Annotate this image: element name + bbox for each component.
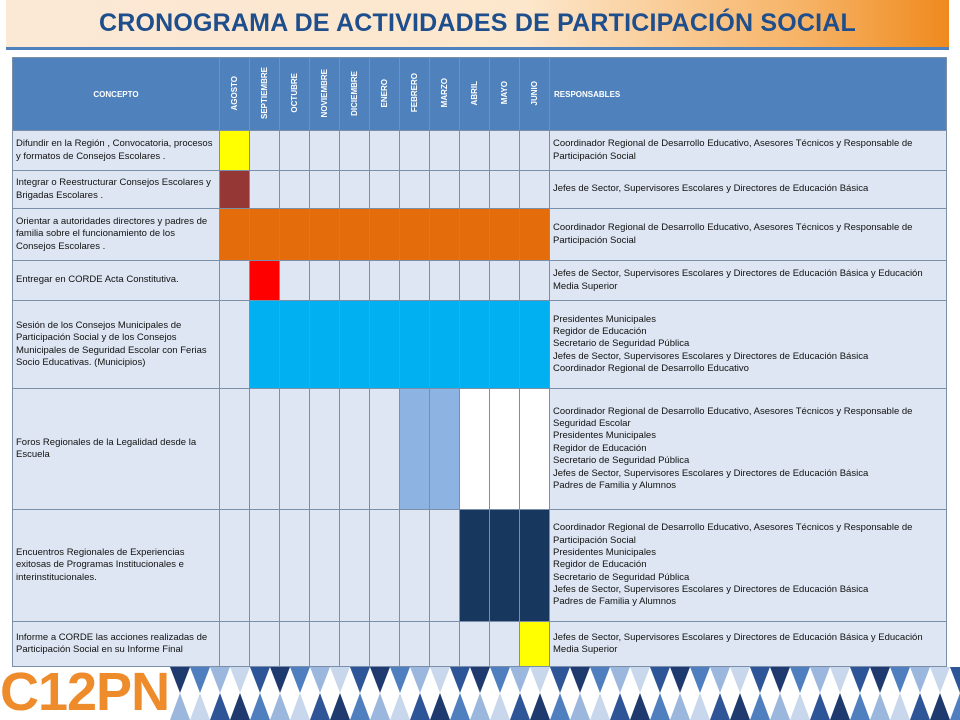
schedule-cell-filled bbox=[490, 389, 520, 510]
responsable-line: Secretario de Seguridad Pública bbox=[553, 455, 690, 467]
schedule-cell bbox=[250, 389, 280, 510]
schedule-cell-filled bbox=[490, 510, 520, 622]
month-label: JUNIO bbox=[530, 80, 539, 106]
schedule-cell-filled bbox=[520, 622, 550, 667]
month-header-enero bbox=[370, 58, 400, 131]
schedule-cell bbox=[280, 389, 310, 510]
schedule-cell-filled bbox=[520, 510, 550, 622]
month-label: OCTUBRE bbox=[290, 73, 299, 113]
month-label: DICIEMBRE bbox=[350, 70, 359, 116]
month-header-agosto bbox=[220, 58, 250, 131]
month-header-marzo bbox=[430, 58, 460, 131]
table-row bbox=[13, 261, 947, 301]
month-label: SEPTIEMBRE bbox=[260, 66, 269, 119]
schedule-cell bbox=[490, 131, 520, 171]
schedule-cell bbox=[340, 131, 370, 171]
responsable-line: Jefes de Sector, Supervisores Escolares y Directores de Educación Básica bbox=[553, 183, 869, 195]
concept-header: CONCEPTO bbox=[13, 58, 220, 131]
responsables-cell bbox=[550, 301, 947, 389]
responsable-line: Presidentes Municipales bbox=[553, 430, 656, 442]
responsable-line: Jefes de Sector, Supervisores Escolares y Directores de Educación Básica bbox=[553, 467, 869, 479]
table-row bbox=[13, 622, 947, 667]
responsables-cell bbox=[550, 510, 947, 622]
schedule-cell bbox=[460, 261, 490, 301]
schedule-cell bbox=[220, 510, 250, 622]
schedule-cell-filled bbox=[400, 301, 430, 389]
responsable-line: Coordinador Regional de Desarrollo Educativo, Asesores Técnicos y Responsable de Participación Social bbox=[553, 138, 913, 162]
responsables-header: RESPONSABLES bbox=[550, 58, 947, 131]
schedule-cell bbox=[280, 622, 310, 667]
schedule-cell-filled bbox=[430, 209, 460, 261]
schedule-cell bbox=[310, 261, 340, 301]
activity-concept: Difundir en la Región , Convocatoria, procesos y formatos de Consejos Escolares . bbox=[13, 131, 220, 171]
schedule-cell-filled bbox=[430, 301, 460, 389]
schedule-cell-filled bbox=[220, 209, 250, 261]
schedule-cell bbox=[430, 622, 460, 667]
month-header-septiembre bbox=[250, 58, 280, 131]
month-header-noviembre bbox=[310, 58, 340, 131]
schedule-cell bbox=[250, 171, 280, 209]
schedule-cell bbox=[220, 261, 250, 301]
responsable-line: Secretario de Seguridad Pública bbox=[553, 571, 690, 583]
month-label: NOVIEMBRE bbox=[320, 68, 329, 118]
responsable-line: Secretario de Seguridad Pública bbox=[553, 338, 690, 350]
schedule-cell-filled bbox=[460, 209, 490, 261]
responsable-line: Coordinador Regional de Desarrollo Educativo, Asesores Técnicos y Responsable de Participación Social bbox=[553, 222, 913, 246]
schedule-cell-filled bbox=[220, 171, 250, 209]
responsables-cell bbox=[550, 131, 947, 171]
month-label: AGOSTO bbox=[230, 75, 239, 111]
schedule-cell bbox=[490, 171, 520, 209]
schedule-cell bbox=[400, 510, 430, 622]
schedule-cell-filled bbox=[250, 261, 280, 301]
activity-concept: Foros Regionales de la Legalidad desde la Escuela bbox=[13, 389, 220, 510]
responsable-line: Coordinador Regional de Desarrollo Educativo, Asesores Técnicos y Responsable de Participación Social bbox=[553, 522, 913, 546]
schedule-cell bbox=[490, 622, 520, 667]
schedule-cell-filled bbox=[460, 301, 490, 389]
table-row bbox=[13, 209, 947, 261]
schedule-cell bbox=[370, 261, 400, 301]
table-header-row bbox=[13, 58, 947, 131]
month-header-abril bbox=[460, 58, 490, 131]
schedule-cell-filled bbox=[520, 301, 550, 389]
table-row bbox=[13, 131, 947, 171]
page-title: CRONOGRAMA DE ACTIVIDADES DE PARTICIPACIÓN SOCIAL bbox=[98, 9, 857, 37]
schedule-cell bbox=[340, 510, 370, 622]
month-label: FEBRERO bbox=[410, 73, 419, 113]
schedule-cell bbox=[220, 389, 250, 510]
table-row bbox=[13, 301, 947, 389]
footer-logo: C12PN bbox=[0, 665, 170, 720]
schedule-cell bbox=[280, 510, 310, 622]
table-row bbox=[13, 389, 947, 510]
schedule-cell bbox=[340, 622, 370, 667]
schedule-cell-filled bbox=[220, 131, 250, 171]
schedule-cell bbox=[430, 131, 460, 171]
schedule-cell bbox=[460, 622, 490, 667]
schedule-cell bbox=[490, 261, 520, 301]
month-label: MARZO bbox=[440, 78, 449, 108]
responsable-line: Coordinador Regional de Desarrollo Educativo bbox=[553, 363, 749, 375]
schedule-cell bbox=[400, 171, 430, 209]
schedule-cell bbox=[310, 171, 340, 209]
schedule-cell bbox=[460, 171, 490, 209]
month-label: ENERO bbox=[380, 78, 389, 108]
schedule-cell bbox=[430, 171, 460, 209]
responsables-cell bbox=[550, 209, 947, 261]
schedule-cell-filled bbox=[520, 209, 550, 261]
schedule-table bbox=[12, 57, 947, 667]
month-header-junio bbox=[520, 58, 550, 131]
schedule-cell bbox=[340, 389, 370, 510]
schedule-cell-filled bbox=[400, 209, 430, 261]
responsables-cell bbox=[550, 261, 947, 301]
responsables-cell bbox=[550, 622, 947, 667]
responsable-line: Jefes de Sector, Supervisores Escolares y Directores de Educación Básica y Educación Media Superior bbox=[553, 631, 923, 655]
schedule-cell bbox=[400, 622, 430, 667]
schedule-cell-filled bbox=[250, 301, 280, 389]
activity-concept: Informe a CORDE las acciones realizadas de Participación Social en su Informe Final bbox=[13, 622, 220, 667]
schedule-cell bbox=[280, 171, 310, 209]
responsable-line: Jefes de Sector, Supervisores Escolares y Directores de Educación Básica bbox=[553, 584, 869, 596]
responsables-cell bbox=[550, 171, 947, 209]
schedule-cell bbox=[520, 171, 550, 209]
responsable-line: Presidentes Municipales bbox=[553, 546, 656, 558]
schedule-cell-filled bbox=[250, 209, 280, 261]
schedule-cell bbox=[430, 261, 460, 301]
month-header-octubre bbox=[280, 58, 310, 131]
table-body bbox=[13, 131, 947, 667]
schedule-cell bbox=[430, 510, 460, 622]
schedule-cell-filled bbox=[310, 209, 340, 261]
schedule-cell-filled bbox=[430, 389, 460, 510]
schedule-cell bbox=[220, 301, 250, 389]
month-header-mayo bbox=[490, 58, 520, 131]
schedule-cell bbox=[310, 389, 340, 510]
responsable-line: Jefes de Sector, Supervisores Escolares y Directores de Educación Básica bbox=[553, 350, 869, 362]
responsable-line: Padres de Familia y Alumnos bbox=[553, 596, 677, 608]
schedule-cell bbox=[250, 510, 280, 622]
schedule-cell bbox=[280, 131, 310, 171]
responsable-line: Presidentes Municipales bbox=[553, 313, 656, 325]
schedule-cell-filled bbox=[370, 209, 400, 261]
schedule-cell bbox=[370, 389, 400, 510]
schedule-cell-filled bbox=[370, 301, 400, 389]
schedule-cell bbox=[280, 261, 310, 301]
activity-concept: Encuentros Regionales de Experiencias exitosas de Programas Institucionales e interinstitucionales. bbox=[13, 510, 220, 622]
responsable-line: Padres de Familia y Alumnos bbox=[553, 479, 677, 491]
activity-concept: Orientar a autoridades directores y padres de familia sobre el funcionamiento de los Consejos Escolares . bbox=[13, 209, 220, 261]
schedule-cell bbox=[340, 261, 370, 301]
schedule-cell bbox=[460, 131, 490, 171]
month-label: ABRIL bbox=[470, 80, 479, 106]
schedule-cell bbox=[310, 131, 340, 171]
title-bar bbox=[6, 0, 949, 50]
responsable-line: Regidor de Educación bbox=[553, 442, 647, 454]
schedule-cell-filled bbox=[490, 209, 520, 261]
month-header-febrero bbox=[400, 58, 430, 131]
schedule-cell-filled bbox=[340, 301, 370, 389]
table-row bbox=[13, 510, 947, 622]
schedule-cell bbox=[310, 622, 340, 667]
schedule-cell bbox=[310, 510, 340, 622]
schedule-cell bbox=[520, 261, 550, 301]
schedule-cell bbox=[370, 622, 400, 667]
schedule-cell bbox=[400, 261, 430, 301]
schedule-cell-filled bbox=[340, 209, 370, 261]
responsable-line: Jefes de Sector, Supervisores Escolares y Directores de Educación Básica y Educación Media Superior bbox=[553, 268, 923, 292]
responsable-line: Regidor de Educación bbox=[553, 559, 647, 571]
table-row bbox=[13, 171, 947, 209]
schedule-cell-filled bbox=[520, 389, 550, 510]
responsables-cell bbox=[550, 389, 947, 510]
activity-concept: Sesión de los Consejos Municipales de Participación Social y de los Consejos Municipales de Seguridad Escolar con Ferias Socio Educativas. (Municipios) bbox=[13, 301, 220, 389]
schedule-cell bbox=[220, 622, 250, 667]
schedule-cell-filled bbox=[490, 301, 520, 389]
schedule-cell bbox=[250, 622, 280, 667]
schedule-cell bbox=[400, 131, 430, 171]
schedule-cell-filled bbox=[280, 301, 310, 389]
schedule-cell-filled bbox=[400, 389, 430, 510]
schedule-cell-filled bbox=[460, 389, 490, 510]
footer-decorative-pattern bbox=[170, 667, 960, 720]
activity-concept: Entregar en CORDE Acta Constitutiva. bbox=[13, 261, 220, 301]
schedule-cell-filled bbox=[310, 301, 340, 389]
schedule-cell bbox=[520, 131, 550, 171]
responsable-line: Coordinador Regional de Desarrollo Educativo, Asesores Técnicos y Responsable de Seguridad Escolar bbox=[553, 405, 913, 430]
activity-concept: Integrar o Reestructurar Consejos Escolares y Brigadas Escolares . bbox=[13, 171, 220, 209]
month-label: MAYO bbox=[500, 81, 509, 105]
schedule-cell bbox=[250, 131, 280, 171]
month-header-diciembre bbox=[340, 58, 370, 131]
schedule-cell bbox=[370, 171, 400, 209]
schedule-cell bbox=[370, 510, 400, 622]
schedule-cell bbox=[340, 171, 370, 209]
schedule-cell-filled bbox=[460, 510, 490, 622]
schedule-cell-filled bbox=[280, 209, 310, 261]
responsable-line: Regidor de Educación bbox=[553, 325, 647, 337]
schedule-cell bbox=[370, 131, 400, 171]
